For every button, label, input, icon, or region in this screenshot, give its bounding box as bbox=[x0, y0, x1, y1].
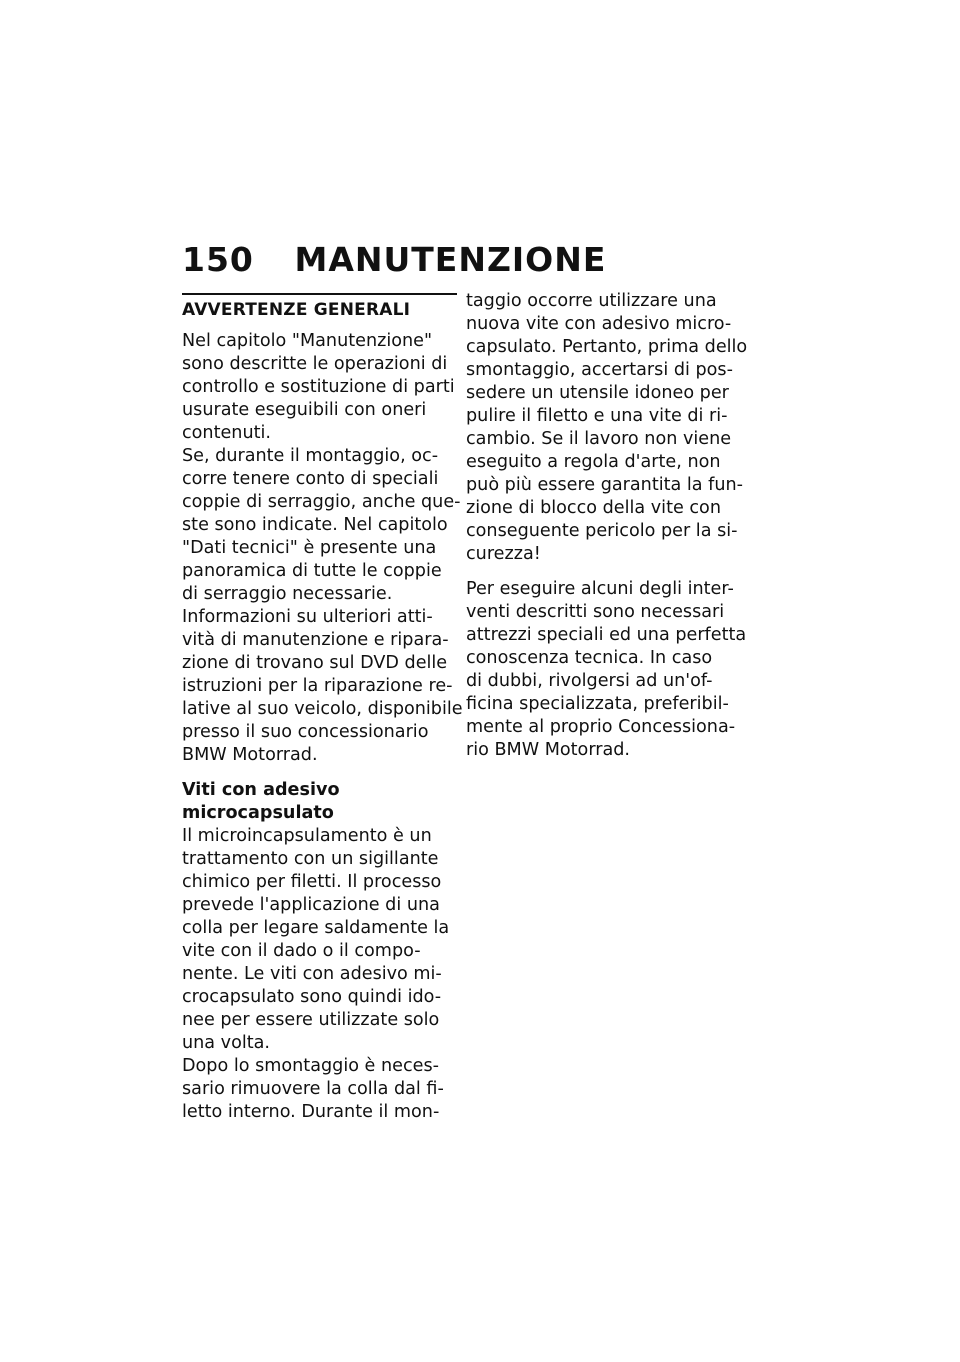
text-line: prevede l'applicazione di una bbox=[182, 895, 440, 915]
paragraph-info bbox=[182, 606, 463, 767]
text-line: rio BMW Motorrad. bbox=[466, 740, 631, 760]
page-number: 150 bbox=[182, 240, 254, 279]
text-line: trattamento con un sigillante bbox=[182, 849, 439, 869]
text-line: corre tenere conto di speciali bbox=[182, 469, 439, 489]
paragraph-removal bbox=[182, 1055, 457, 1124]
text-line: sono descritte le operazioni di bbox=[182, 354, 448, 374]
text-line: vità di manutenzione e ripara- bbox=[182, 630, 449, 650]
text-line: usurate eseguibili con oneri bbox=[182, 400, 427, 420]
text-line: pulire il filetto e una vite di ri- bbox=[466, 406, 728, 426]
subsection-title-line: microcapsulato bbox=[182, 803, 334, 823]
text-line: BMW Motorrad. bbox=[182, 745, 318, 765]
text-line: sario rimuovere la colla dal fi- bbox=[182, 1079, 444, 1099]
page-header bbox=[182, 240, 606, 280]
text-line: Il microincapsulamento è un bbox=[182, 826, 432, 846]
subsection-title-line: Viti con adesivo bbox=[182, 780, 340, 800]
text-line: istruzioni per la riparazione re- bbox=[182, 676, 453, 696]
paragraph-intro bbox=[182, 330, 457, 445]
text-line: zione di blocco della vite con bbox=[466, 498, 721, 518]
text-line: cambio. Se il lavoro non viene bbox=[466, 429, 732, 449]
text-line: "Dati tecnici" è presente una bbox=[182, 538, 437, 558]
paragraph-torque bbox=[182, 445, 461, 606]
text-line: nuova vite con adesivo micro- bbox=[466, 314, 732, 334]
text-line: attrezzi speciali ed una perfetta bbox=[466, 625, 747, 645]
text-line: taggio occorre utilizzare una bbox=[466, 291, 717, 311]
text-line: controllo e sostituzione di parti bbox=[182, 377, 455, 397]
text-line: smontaggio, accertarsi di pos- bbox=[466, 360, 733, 380]
text-line: Dopo lo smontaggio è neces- bbox=[182, 1056, 439, 1076]
text-line: Per eseguire alcuni degli inter- bbox=[466, 579, 734, 599]
text-line: conseguente pericolo per la si- bbox=[466, 521, 738, 541]
text-line: Informazioni su ulteriori atti- bbox=[182, 607, 433, 627]
text-line: presso il suo concessionario bbox=[182, 722, 429, 742]
text-line: venti descritti sono necessari bbox=[466, 602, 725, 622]
text-line: chimico per filetti. Il processo bbox=[182, 872, 442, 892]
paragraph-tools bbox=[466, 578, 747, 762]
text-line: di serraggio necessarie. bbox=[182, 584, 393, 604]
text-line: Se, durante il montaggio, oc- bbox=[182, 446, 439, 466]
text-line: nente. Le viti con adesivo mi- bbox=[182, 964, 442, 984]
text-line: contenuti. bbox=[182, 423, 271, 443]
subsection-title bbox=[182, 779, 457, 825]
text-line: nee per essere utilizzate solo bbox=[182, 1010, 440, 1030]
paragraph-continuation bbox=[466, 290, 748, 566]
text-line: zione di trovano sul DVD delle bbox=[182, 653, 448, 673]
text-line: di dubbi, rivolgersi ad un'of- bbox=[466, 671, 713, 691]
paragraph-microcapsule bbox=[182, 825, 457, 1055]
text-line: letto interno. Durante il mon- bbox=[182, 1102, 440, 1122]
text-line: ste sono indicate. Nel capitolo bbox=[182, 515, 448, 535]
text-line: coppie di serraggio, anche que- bbox=[182, 492, 461, 512]
text-line: crocapsulato sono quindi ido- bbox=[182, 987, 442, 1007]
text-line: mente al proprio Concessiona- bbox=[466, 717, 736, 737]
text-line: sedere un utensile idoneo per bbox=[466, 383, 729, 403]
text-line: colla per legare saldamente la bbox=[182, 918, 450, 938]
section-rule bbox=[182, 293, 457, 295]
text-line: può più essere garantita la fun- bbox=[466, 475, 743, 495]
text-line: curezza! bbox=[466, 544, 541, 564]
text-line: Nel capitolo "Manutenzione" bbox=[182, 331, 433, 351]
text-line: lative al suo veicolo, disponibile bbox=[182, 699, 463, 719]
text-line: capsulato. Pertanto, prima dello bbox=[466, 337, 748, 357]
text-line: ficina specializzata, preferibil- bbox=[466, 694, 729, 714]
chapter-title: MANUTENZIONE bbox=[294, 240, 607, 279]
text-line: una volta. bbox=[182, 1033, 271, 1053]
section-title: AVVERTENZE GENERALI bbox=[182, 300, 411, 320]
text-line: eseguito a regola d'arte, non bbox=[466, 452, 721, 472]
left-column bbox=[182, 290, 463, 1124]
text-line: vite con il dado o il compo- bbox=[182, 941, 421, 961]
text-line: panoramica di tutte le coppie bbox=[182, 561, 442, 581]
text-line: conoscenza tecnica. In caso bbox=[466, 648, 713, 668]
right-column bbox=[466, 290, 748, 762]
